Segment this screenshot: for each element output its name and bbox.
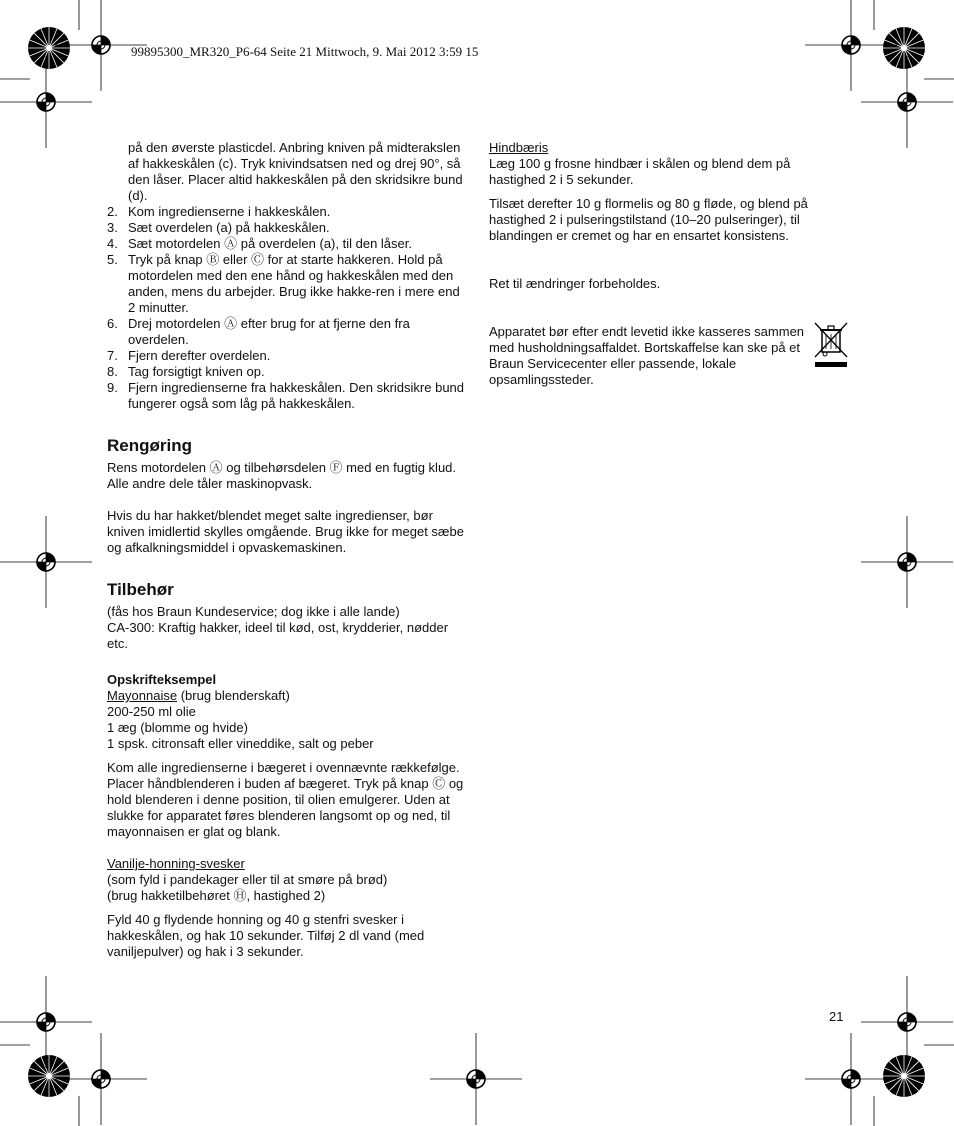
ingredient: 200-250 ml olie (107, 704, 196, 719)
recipe-text: Fyld 40 g flydende honning og 40 g stenfri svesker i hakkeskålen, og hak 10 sekunder. Tilføj 2 dl vand (med vaniljepulver) og hak i 3 sekunder. (107, 912, 425, 959)
recipe-heading: Opskrifteksempel (107, 672, 217, 687)
cleaning-text: Alle andre dele tåler maskinopvask. (107, 476, 313, 491)
print-header: 99895300_MR320_P6-64 Seite 21 Mittwoch, 9. Mai 2012 3:59 15 (131, 44, 479, 59)
list-item: 6. Drej motordelen Ⓐ efter brug for at fjerne den fra overdelen. (107, 316, 410, 347)
changes-notice: Ret til ændringer forbeholdes. (489, 276, 661, 291)
recipe-text: Tilsæt derefter 10 g flormelis og 80 g fløde, og blend på hastighed 2 i pulseringstilstand (10–20 pulseringer), til blandingen er cremet og har en ensartet konsistens. (489, 196, 808, 243)
recipe-text: Kom alle ingredienserne i bægeret i ovennævnte rækkefølge. Placer håndblenderen i buden af bægeret. Tryk på knap Ⓒ og hold blenderen i denne position, til olien emulgerer. Uden at slukke for apparatet føres blenderen langsomt op og ned, til mayonnaisen er glat og blank. (107, 760, 464, 839)
recipe-note: (brug hakketilbehøret Ⓗ, hastighed 2) (107, 888, 326, 903)
list-item: 4. Sæt motordelen Ⓐ på overdelen (a), til den låser. (107, 236, 412, 251)
accessory-item: CA-300: Kraftig hakker, ideel til kød, ost, krydderier, nødder etc. (107, 620, 449, 651)
accessories-availability: (fås hos Braun Kundeservice; dog ikke i alle lande) (107, 604, 400, 619)
cleaning-note: Hvis du har hakket/blendet meget salte ingredienser, bør kniven imidlertid skylles omgående. Brug ikke for meget sæbe og afkalkningsmiddel i opvaskemaskinen. (107, 508, 464, 555)
recipe-title: Mayonnaise (107, 688, 178, 703)
list-item: 8. Tag forsigtigt kniven op. (107, 364, 265, 379)
crossed-out-wheelie-bin-icon (813, 320, 849, 370)
recipe-title: Hindbæris (489, 140, 549, 155)
list-item: 9. Fjern ingredienserne fra hakkeskålen. Den skridsikre bund fungerer også som låg på hakkeskålen. (107, 380, 465, 411)
list-item: 3. Sæt overdelen (a) på hakkeskålen. (107, 220, 330, 235)
ingredient: 1 æg (blomme og hvide) (107, 720, 248, 735)
list-item: 2. Kom ingredienserne i hakkeskålen. (107, 204, 331, 219)
list-item: 7. Fjern derefter overdelen. (107, 348, 271, 363)
right-column (489, 140, 849, 388)
cleaning-text: Rens motordelen Ⓐ og tilbehørsdelen Ⓕ med en fugtig klud. (107, 460, 457, 475)
cleaning-heading: Rengøring (107, 436, 192, 455)
recipe-title: Vanilje-honning-svesker (107, 856, 245, 871)
disposal-section (489, 324, 849, 388)
accessories-heading: Tilbehør (107, 580, 174, 599)
page-number: 21 (829, 1009, 844, 1024)
recipe-title-line: Mayonnaise (brug blenderskaft) (107, 688, 290, 703)
ingredient: 1 spsk. citronsaft eller vineddike, salt og peber (107, 736, 374, 751)
recipe-text: Læg 100 g frosne hindbær i skålen og blend dem på hastighed 2 i 5 sekunder. (489, 156, 791, 187)
disposal-text: Apparatet bør efter endt levetid ikke kasseres sammen med husholdningsaffaldet. Bortskaffelse kan ske på et Braun Servicecenter eller passende, lokale opsamlingssteder. (489, 324, 805, 387)
step-continuation: på den øverste plasticdel. Anbring kniven på midterakslen af hakkeskålen (c). Tryk knivindsatsen ned og drej 90°, så den låser. Placer altid hakkeskålen på den skridsikre bund (d). (128, 140, 463, 203)
instruction-steps (107, 204, 465, 412)
list-item: 5. Tryk på knap Ⓑ eller Ⓒ for at starte hakkeren. Hold på motordelen med den ene hånd og hakkeskålen med den anden, mens du arbejder. Brug ikke hakke-ren i mere end 2 minutter. (107, 252, 460, 315)
recipe-note: (som fyld i pandekager eller til at smøre på brød) (107, 872, 388, 887)
left-column (107, 140, 465, 960)
